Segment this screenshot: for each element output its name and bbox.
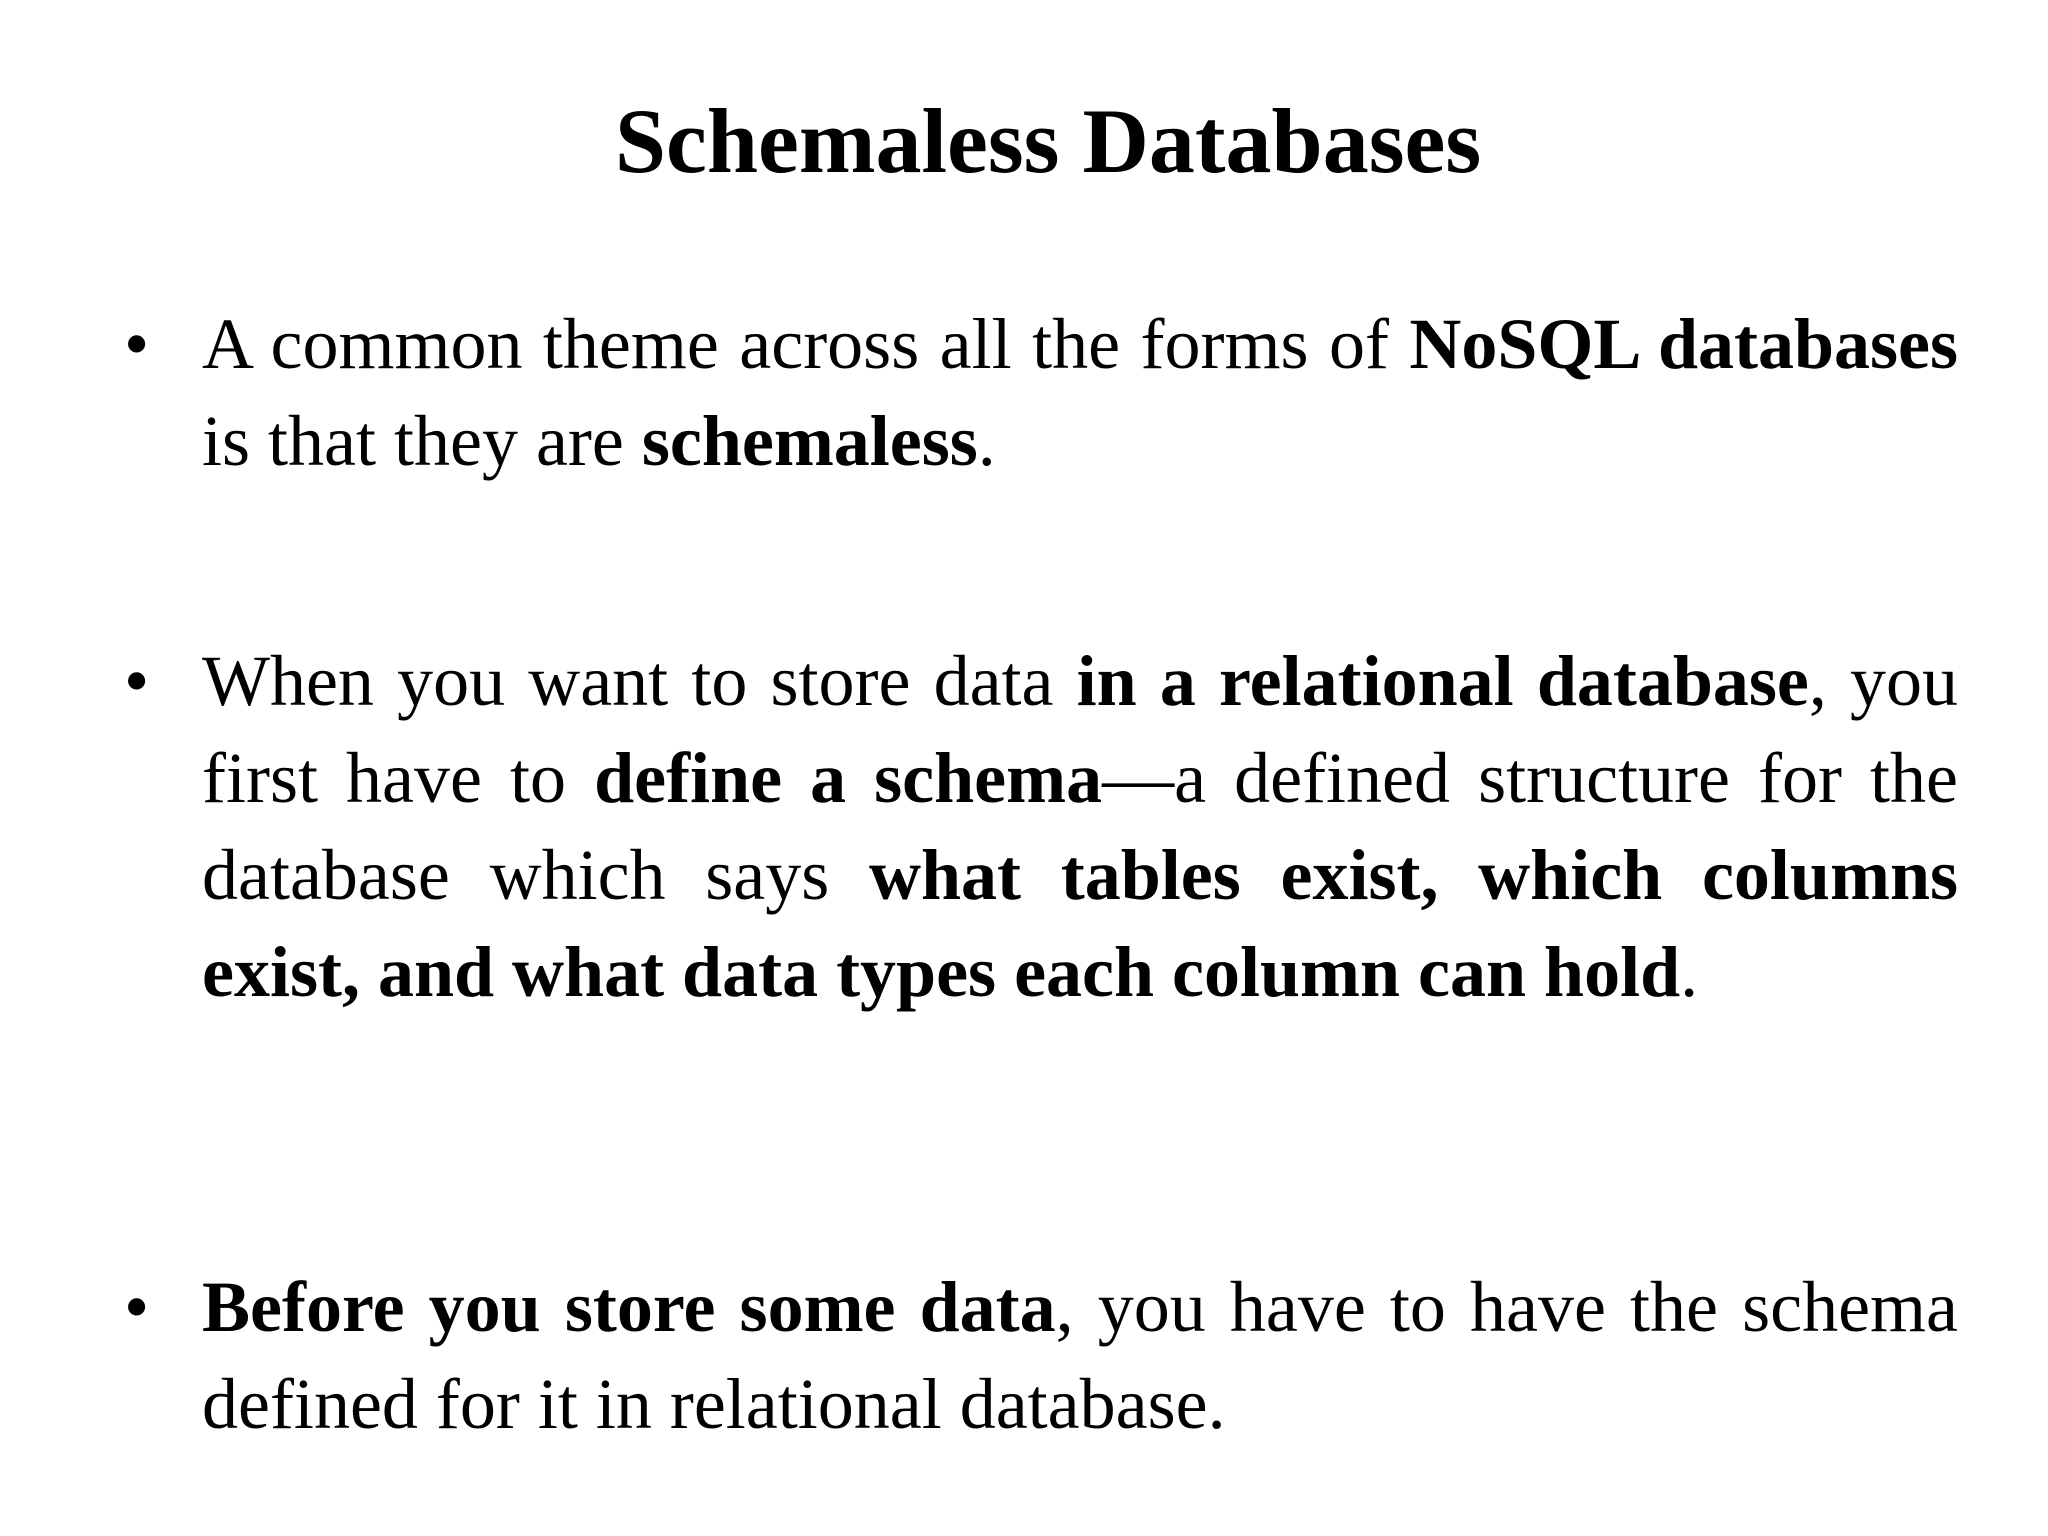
bold-text-segment: NoSQL databases [1409, 304, 1959, 384]
text-segment: . [1680, 932, 1699, 1012]
text-segment: , you have to have the schema defined for it in relational database. [202, 1267, 1958, 1444]
bold-text-segment: in a relational database [1076, 641, 1809, 721]
bold-text-segment: schemaless [641, 401, 978, 481]
bullet-text [202, 633, 1958, 1021]
text-segment: . [977, 401, 996, 481]
bold-text-segment: what tables exist, which columns exist, and what data types each column can hold [202, 835, 1959, 1012]
text-segment: When you want to store data [202, 641, 1077, 721]
bullet-dot-icon: • [124, 641, 150, 721]
bullet-text [202, 296, 1958, 490]
text-segment: —a defined structure for the database which says [202, 738, 1958, 915]
bullet-text [202, 1259, 1958, 1453]
text-segment: , you first have to [202, 641, 1959, 818]
slide-title: Schemaless Databases [614, 90, 1482, 192]
bullet-dot-icon: • [124, 1267, 150, 1347]
bullet-dot-icon: • [124, 304, 150, 384]
text-segment: A common theme across all the forms of [202, 304, 1410, 384]
bold-text-segment: Before you store some data [202, 1267, 1056, 1347]
bold-text-segment: define a schema [594, 738, 1103, 818]
text-segment: is that they are [202, 401, 642, 481]
